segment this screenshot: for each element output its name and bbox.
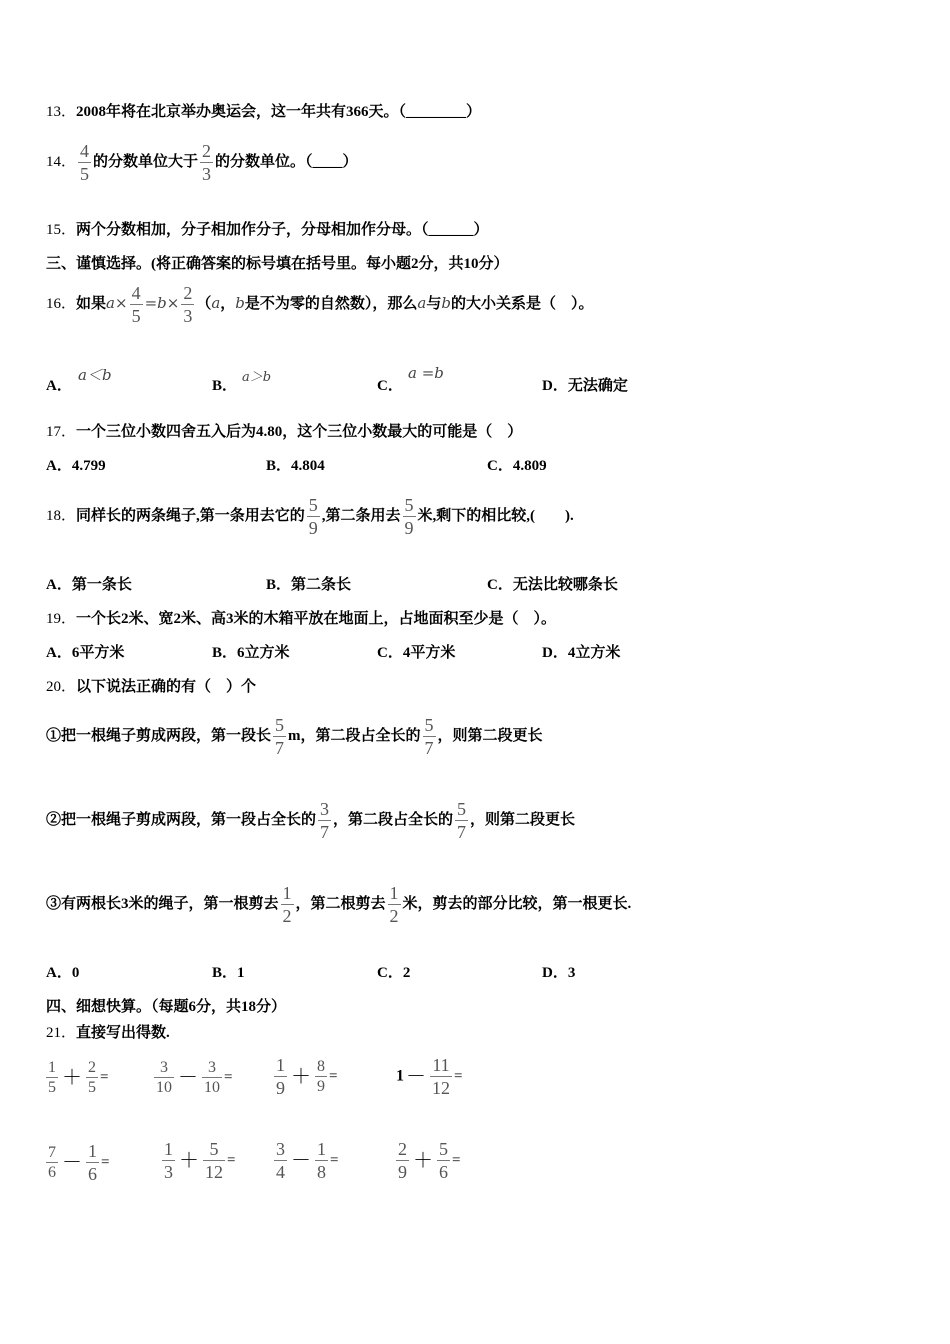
option-d: D．3 — [542, 965, 576, 981]
option-b: B．4.804 — [266, 458, 325, 474]
fraction: $\frac{3}{10}$ — [204, 1059, 220, 1096]
question-text: 以下说法正确的有（ ）个 — [76, 679, 257, 695]
option-b: B． — [212, 378, 238, 394]
fraction: $\frac{1}{9}$ — [276, 1055, 285, 1098]
question-number: 14． — [46, 153, 77, 170]
fraction: $\frac{1}{8}$ — [317, 1139, 326, 1182]
fraction: $\frac{2}{9}$ — [398, 1139, 407, 1182]
option-a-math: a＜b — [78, 366, 112, 384]
fraction: $\frac{5}{7}$ — [457, 799, 467, 842]
option-c: C．无法比较哪条长 — [487, 577, 618, 593]
question-number: 16． — [46, 295, 77, 312]
question-number: 13． — [46, 104, 77, 120]
fraction: $\frac{1}{6}$ — [88, 1141, 97, 1184]
statement-1: ①把一根绳子剪成两段，第一段长 $\frac{5}{7}$ m，第二段占全长的 $\frac{5}{7}$ ，则第二段更长 — [46, 715, 543, 758]
option-c: C．4.809 — [487, 458, 547, 474]
expression-8: $\frac{2}{9}$ ＋ $\frac{5}{6}$ = — [398, 1139, 461, 1182]
fraction: $\frac{1}{2}$ — [282, 883, 292, 926]
expression-2: $\frac{3}{10}$ － $\frac{3}{10}$ = — [156, 1059, 233, 1096]
fraction: $\frac{5}{6}$ — [439, 1139, 448, 1182]
option-b-math: a＞b — [242, 370, 272, 385]
option-c: C． — [377, 378, 403, 394]
fraction: $\frac{5}{9}$ — [404, 495, 414, 538]
fraction: $\frac{1}{5}$ — [48, 1059, 56, 1096]
question-text: 2008年将在北京举办奥运会，这一年共有366天。（________） — [76, 104, 482, 120]
expression-6: $\frac{1}{3}$ ＋ $\frac{5}{12}$ = — [164, 1139, 236, 1182]
option-c-math: a =b — [408, 364, 444, 382]
option-d: D．4立方米 — [542, 645, 621, 661]
question-16: 16．如果a× $\frac{4}{5}$ =b× $\frac{2}{3}$ （a，b是不为零的自然数），那么a与b的大小关系是（ ）。 — [46, 283, 594, 326]
section-4-heading: 四、细想快算。（每题6分，共18分） — [46, 999, 287, 1015]
expression-7: $\frac{3}{4}$ － $\frac{1}{8}$ = — [276, 1139, 339, 1182]
fraction: $\frac{3}{7}$ — [320, 799, 330, 842]
fraction: $\frac{2}{3}$ — [183, 283, 193, 326]
question-21 — [46, 1023, 170, 1043]
section-3-heading: 三、谨慎选择。(将正确答案的标号填在括号里。每小题2分，共10分） — [46, 256, 509, 272]
question-19 — [46, 609, 556, 629]
fraction: $\frac{4}{5}$ — [80, 141, 90, 184]
question-number: 21． — [46, 1025, 77, 1041]
option-a: A．第一条长 — [46, 577, 132, 593]
question-number: 19． — [46, 611, 77, 627]
option-c: C．4平方米 — [377, 645, 456, 661]
fraction: $\frac{5}{12}$ — [205, 1139, 223, 1182]
expression-5: $\frac{7}{6}$ － $\frac{1}{6}$ = — [48, 1141, 110, 1184]
option-b: B．第二条长 — [266, 577, 352, 593]
option-d: D．无法确定 — [542, 378, 628, 394]
question-18: 18．同样长的两条绳子,第一条用去它的 $\frac{5}{9}$ ,第二条用去 $\frac{5}{9}$ 米,剩下的相比较,( ). — [46, 495, 574, 538]
fraction: $\frac{7}{6}$ — [48, 1144, 56, 1181]
option-a: A． — [46, 378, 72, 394]
fraction: $\frac{5}{9}$ — [308, 495, 318, 538]
question-15 — [46, 220, 489, 240]
question-text: 一个长2米、宽2米、高3米的木箱平放在地面上，占地面积至少是（ ）。 — [76, 611, 557, 627]
fraction: $\frac{8}{9}$ — [317, 1058, 325, 1095]
option-a: A．0 — [46, 965, 80, 981]
fraction: $\frac{11}{12}$ — [432, 1055, 450, 1098]
expression-1: $\frac{1}{5}$ ＋ $\frac{2}{5}$ = — [48, 1059, 109, 1096]
question-number: 17． — [46, 424, 77, 440]
question-17 — [46, 422, 522, 442]
option-c: C．2 — [377, 965, 411, 981]
fraction: $\frac{5}{7}$ — [275, 715, 285, 758]
option-b: B．1 — [212, 965, 245, 981]
question-number: 20． — [46, 679, 77, 695]
expression-4: 1 － $\frac{11}{12}$ = — [396, 1055, 463, 1098]
fraction: $\frac{4}{5}$ — [131, 283, 141, 326]
question-number: 18． — [46, 507, 77, 524]
option-b: B．6立方米 — [212, 645, 290, 661]
question-text: 直接写出得数. — [76, 1025, 170, 1041]
question-text: 一个三位小数四舍五入后为4.80，这个三位小数最大的可能是（ ） — [76, 424, 523, 440]
statement-2: ②把一根绳子剪成两段，第一段占全长的 $\frac{3}{7}$ ，第二段占全长的 $\frac{5}{7}$ ，则第二段更长 — [46, 799, 576, 842]
question-number: 15． — [46, 222, 77, 238]
statement-3: ③有两根长3米的绳子，第一根剪去 $\frac{1}{2}$ ，第二根剪去 $\frac{1}{2}$ 米，剪去的部分比较，第一根更长. — [46, 883, 632, 926]
fraction: $\frac{3}{4}$ — [276, 1139, 285, 1182]
option-a: A．6平方米 — [46, 645, 125, 661]
fraction: $\frac{1}{2}$ — [389, 883, 399, 926]
question-13 — [46, 102, 481, 122]
fraction: $\frac{5}{7}$ — [424, 715, 434, 758]
fraction: $\frac{1}{3}$ — [164, 1139, 173, 1182]
option-a: A．4.799 — [46, 458, 106, 474]
question-20 — [46, 677, 256, 697]
question-text: 两个分数相加，分子相加作分子，分母相加作分母。（______） — [76, 222, 489, 238]
expression-3: $\frac{1}{9}$ ＋ $\frac{8}{9}$ = — [276, 1055, 338, 1098]
fraction: $\frac{2}{5}$ — [88, 1059, 96, 1096]
fraction: $\frac{2}{3}$ — [202, 141, 212, 184]
question-14: 14． $\frac{4}{5}$ 的分数单位大于 $\frac{2}{3}$ 的分数单位。（____） — [46, 141, 358, 184]
fraction: $\frac{3}{10}$ — [156, 1059, 172, 1096]
